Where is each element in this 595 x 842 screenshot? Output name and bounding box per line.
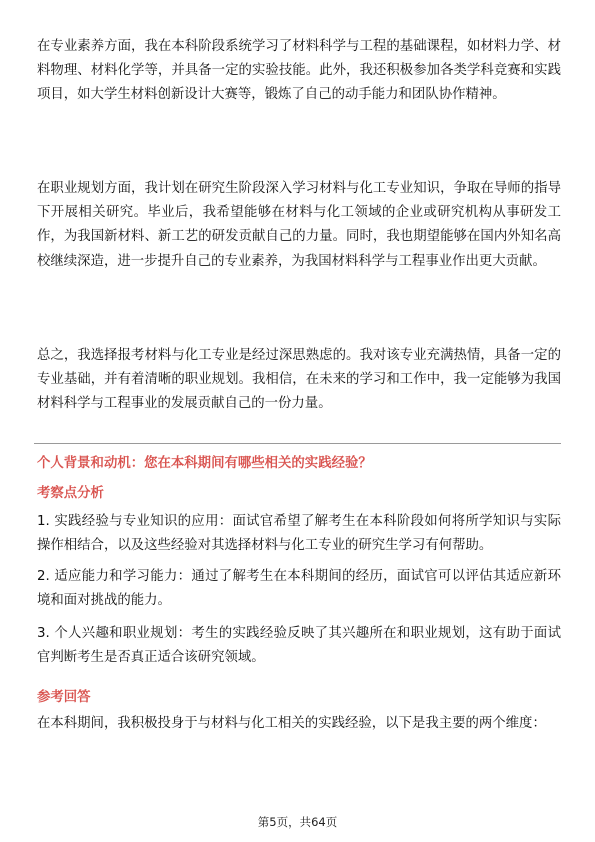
body-paragraph-professional-quality: 在专业素养方面，我在本科阶段系统学习了材料科学与工程的基础课程，如材料力学、材料物理、材料化学等，并具备一定的实验技能。此外，我还积极参加各类学科竞赛和实践项目，如大学生材料创新设计大赛等，锻炼了自己的动手能力和团队协作精神。 bbox=[37, 39, 561, 103]
section-divider bbox=[34, 443, 561, 444]
analysis-item-3: 3. 个人兴趣和职业规划：考生的实践经验反映了其兴趣所在和职业规划，这有助于面试官判断考生是否真正适合该研究领域。 bbox=[37, 626, 561, 666]
analysis-item-1: 1. 实践经验与专业知识的应用：面试官希望了解考生在本科阶段如何将所学知识与实际操作相结合，以及这些经验对其选择材料与化工专业的研究生学习有何帮助。 bbox=[37, 514, 561, 554]
reference-answer-intro: 在本科期间，我积极投身于与材料与化工相关的实践经验，以下是我主要的两个维度： bbox=[37, 716, 546, 731]
body-paragraph-career-plan: 在职业规划方面，我计划在研究生阶段深入学习材料与化工专业知识，争取在导师的指导下开展相关研究。毕业后，我希望能够在材料与化工领域的企业或研究机构从事研发工作，为我国新材料、新工艺的研发贡献自己的力量。同时，我也期望能够在国内外知名高校继续深造，进一步提升自己的专业素养，为我国材料科学与工程事业作出更大贡献。 bbox=[37, 181, 561, 269]
analysis-item-2: 2. 适应能力和学习能力：通过了解考生在本科期间的经历，面试官可以评估其适应新环境和面对挑战的能力。 bbox=[37, 569, 561, 609]
question-title: 个人背景和动机：您在本科期间有哪些相关的实践经验？ bbox=[37, 456, 372, 471]
analysis-heading: 考察点分析 bbox=[37, 486, 104, 501]
reference-answer-heading: 参考回答 bbox=[37, 690, 91, 705]
body-paragraph-conclusion: 总之，我选择报考材料与化工专业是经过深思熟虑的。我对该专业充满热情，具备一定的专业基础，并有着清晰的职业规划。我相信，在未来的学习和工作中，我一定能够为我国材料科学与工程事业的发展贡献自己的一份力量。 bbox=[37, 348, 561, 412]
page-number-footer: 第5页，共64页 bbox=[257, 815, 338, 829]
